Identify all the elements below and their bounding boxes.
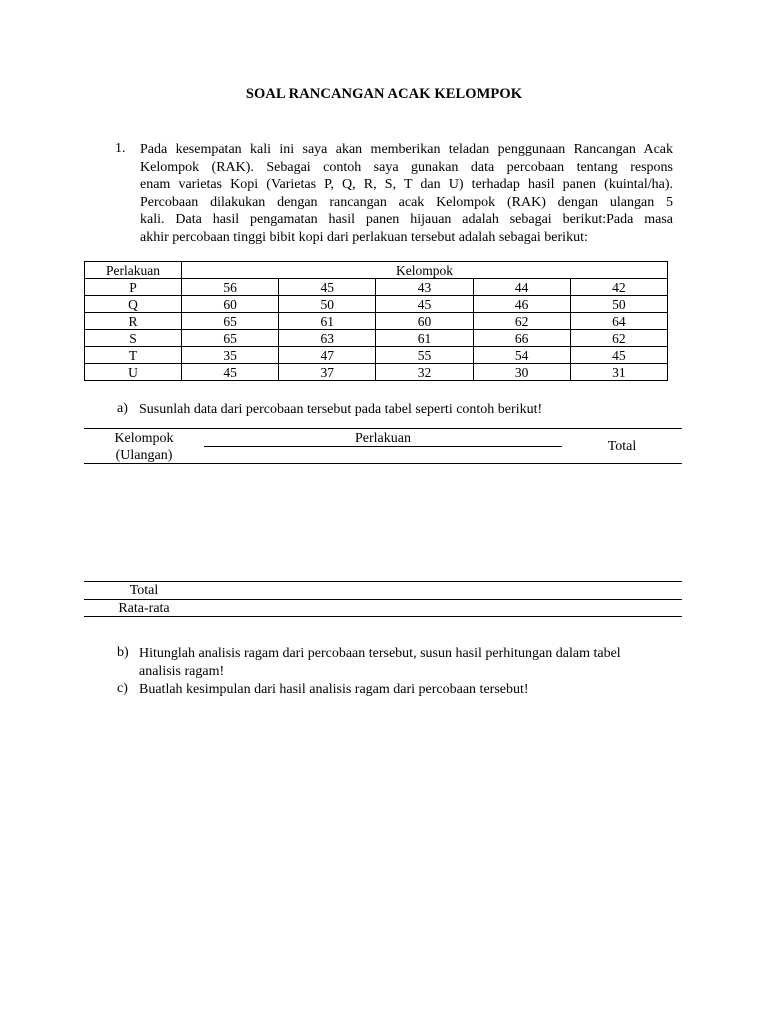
header-perlakuan: Perlakuan xyxy=(85,262,182,279)
table-cell: 45 xyxy=(279,279,376,296)
row-label: R xyxy=(85,313,182,330)
table-cell: 64 xyxy=(570,313,667,330)
table-cell: 50 xyxy=(570,296,667,313)
template-perlakuan-rule xyxy=(204,446,562,447)
question-1-line: akhir percobaan tinggi bibit kopi dari perlakuan tersebut adalah sebagai berikut: xyxy=(140,229,588,245)
item-a-text: Susunlah data dari percobaan tersebut pada tabel seperti contoh berikut! xyxy=(139,402,543,417)
table-cell: 54 xyxy=(473,347,570,364)
table-cell: 35 xyxy=(182,347,279,364)
table-cell: 63 xyxy=(279,330,376,347)
table-cell: 47 xyxy=(279,347,376,364)
item-c-text: Buatlah kesimpulan dari hasil analisis ragam dari percobaan tersebut! xyxy=(139,682,529,697)
template-row-total: Total xyxy=(129,583,159,598)
template-col-perlakuan: Perlakuan xyxy=(355,431,411,446)
table-row xyxy=(85,347,668,364)
question-1-line: enam varietas Kopi (Varietas P, Q, R, S, T dan U) terhadap hasil panen (kuintal/ha). xyxy=(140,177,673,193)
table-cell: 65 xyxy=(182,313,279,330)
item-b-line: analisis ragam! xyxy=(139,663,225,679)
table-cell: 32 xyxy=(376,364,473,381)
item-b-line: Hitunglah analisis ragam dari percobaan tersebut, susun hasil perhitungan dalam tabel xyxy=(139,646,621,661)
table-cell: 45 xyxy=(182,364,279,381)
table-cell: 37 xyxy=(279,364,376,381)
table-row xyxy=(85,364,668,381)
document-title: SOAL RANCANGAN ACAK KELOMPOK xyxy=(245,86,523,102)
row-label: P xyxy=(85,279,182,296)
row-label: Q xyxy=(85,296,182,313)
table-cell: 31 xyxy=(570,364,667,381)
data-table xyxy=(84,261,668,381)
row-label: U xyxy=(85,364,182,381)
table-cell: 43 xyxy=(376,279,473,296)
table-cell: 42 xyxy=(570,279,667,296)
table-cell: 66 xyxy=(473,330,570,347)
table-cell: 45 xyxy=(570,347,667,364)
template-col-total: Total xyxy=(607,439,637,454)
table-row xyxy=(85,296,668,313)
table-cell: 50 xyxy=(279,296,376,313)
table-row xyxy=(85,313,668,330)
question-1-line: kali. Data hasil pengamatan hasil panen hijauan adalah sebagai berikut:Pada masa xyxy=(140,212,673,228)
row-label: S xyxy=(85,330,182,347)
header-kelompok: Kelompok xyxy=(182,262,668,279)
table-cell: 62 xyxy=(473,313,570,330)
template-table-header-rule xyxy=(84,463,682,464)
template-table-top-rule xyxy=(84,428,682,429)
item-b-marker: b) xyxy=(117,645,129,660)
row-label: T xyxy=(85,347,182,364)
template-col-kelompok xyxy=(94,430,194,464)
template-col-kelompok-line1: Kelompok xyxy=(114,431,174,446)
table-cell: 62 xyxy=(570,330,667,347)
item-b-text xyxy=(139,645,675,680)
table-cell: 65 xyxy=(182,330,279,347)
table-cell: 55 xyxy=(376,347,473,364)
template-row-mean: Rata-rata xyxy=(118,601,170,616)
question-1-line: Pada kesempatan kali ini saya akan memberikan teladan penggunaan Rancangan Acak xyxy=(140,142,673,157)
table-cell: 61 xyxy=(376,330,473,347)
table-cell: 45 xyxy=(376,296,473,313)
question-1-line: Kelompok (RAK). Sebagai contoh saya gunakan data percobaan tentang respons xyxy=(140,159,673,175)
table-row xyxy=(85,330,668,347)
item-c-marker: c) xyxy=(117,681,128,696)
question-1-text xyxy=(140,141,673,247)
table-cell: 46 xyxy=(473,296,570,313)
question-1-line: Percobaan dilakukan dengan rancangan acak Kelompok (RAK) dengan ulangan 5 xyxy=(140,194,673,210)
table-cell: 61 xyxy=(279,313,376,330)
question-1-number: 1. xyxy=(115,141,126,156)
template-col-kelompok-line2: (Ulangan) xyxy=(115,448,173,463)
table-cell: 60 xyxy=(182,296,279,313)
table-cell: 56 xyxy=(182,279,279,296)
data-table-header-row xyxy=(85,262,668,279)
item-a-marker: a) xyxy=(117,401,128,416)
table-cell: 30 xyxy=(473,364,570,381)
table-cell: 60 xyxy=(376,313,473,330)
table-cell: 44 xyxy=(473,279,570,296)
table-row xyxy=(85,279,668,296)
template-table-bottom-rule xyxy=(84,616,682,617)
